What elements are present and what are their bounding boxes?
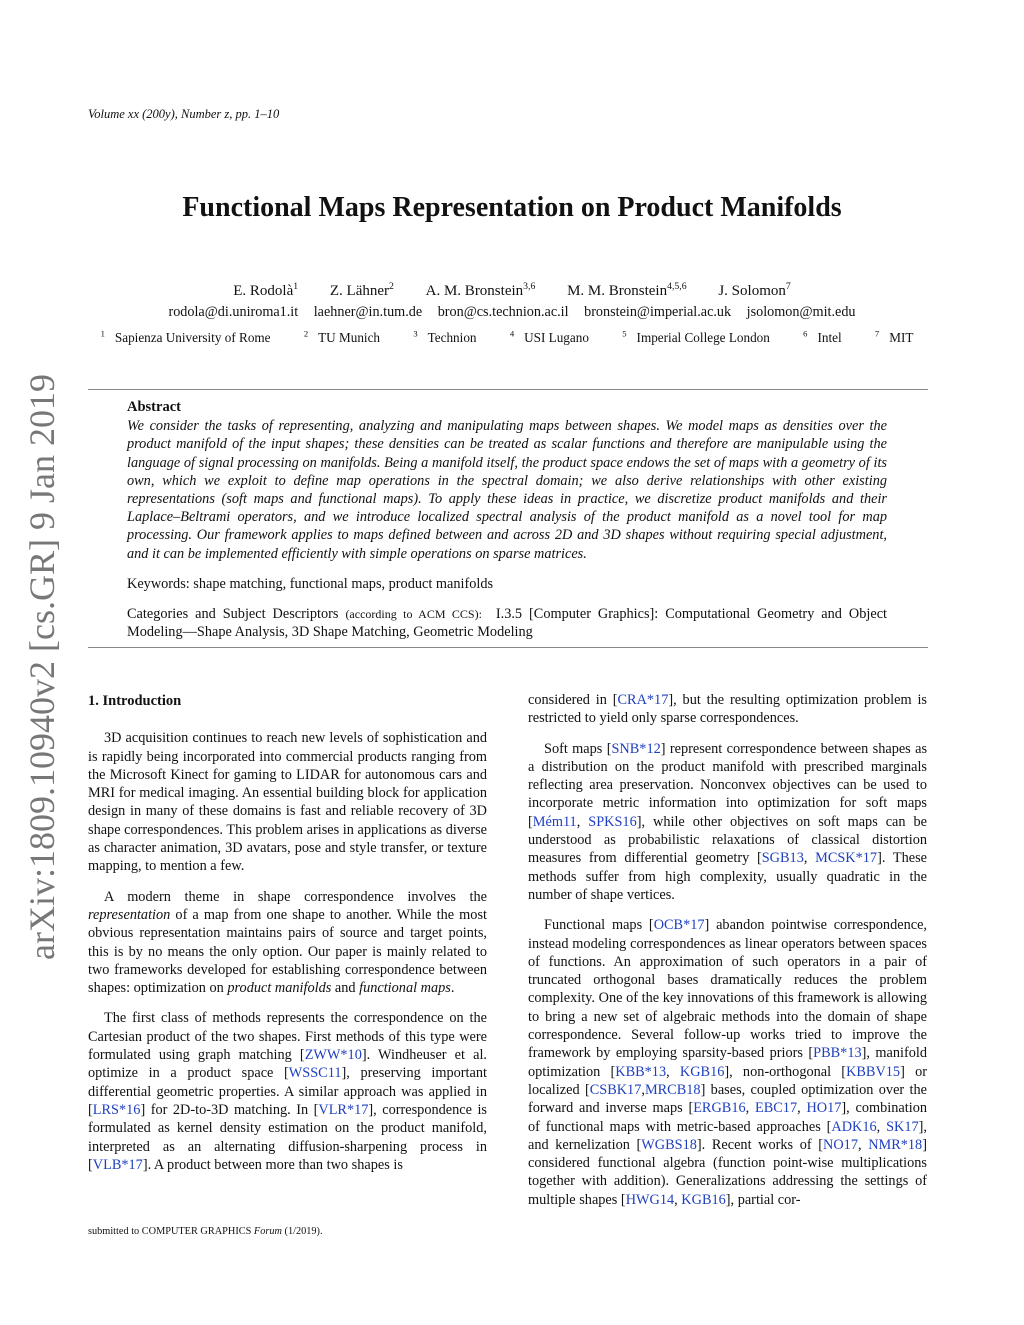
arxiv-stamp [18, 372, 66, 962]
running-header: Volume xx (200y), Number z, pp. 1–10 [88, 107, 280, 121]
left-column [88, 692, 487, 1186]
citation-link[interactable]: SK17 [886, 1118, 919, 1135]
citation-link[interactable]: VLB*17 [92, 1156, 143, 1173]
citation-link[interactable]: CSBK17 [589, 1081, 642, 1098]
affiliation: $^2$ TU Munich [303, 328, 381, 345]
citation-link[interactable]: KGB16 [679, 1063, 725, 1080]
citation-link[interactable]: EBC17 [755, 1100, 798, 1117]
paragraph: Functional maps [OCB*17] abandon pointwise correspondence, instead modeling correspondences as linear operators between spaces of functions. An approximation of such operators in a pair of truncated orthogonal bases dramatically reduces the problem complexity. One of the key innovations of this framework is allowing to bring a new set of algebraic methods into the domain of shape correspondence. Several follow-up works tried to improve the framework by employing sparsity-based priors [PBB*13], manifold optimization [KBB*13, KGB16], non-orthogonal [KBBV15] or localized [CSBK17,MRCB18] bases, coupled optimization over the forward and inverse maps [ERGB16, EBC17, HO17], combination of functional maps with metric-based approaches [ADK16, SK17], and kernelization [WGBS18]. Recent works of [NO17, NMR*18] considered functional algebra (function point-wise multiplications together with addition). Generalizations addressing the settings of multiple shapes [HWG14, KGB16], partial cor- [528, 917, 927, 1208]
citation-link[interactable]: CRA*17 [617, 692, 669, 708]
paragraph: 3D acquisition continues to reach new levels of sophistication and is rapidly being incorporated into commercial products ranging from the Microsoft Kinect for gaming to LIDAR for autonomous cars and MRI for medical imaging. An essential building block for application design in many of these domains is fast and reliable recovery of 3D shape correspondences. This problem arises in applications as diverse as character animation, 3D avatars, pose and style transfer, or texture mapping, to mention a few. [88, 730, 487, 875]
author: J. Solomon$^7$ [718, 281, 791, 299]
citation-link[interactable]: KGB16 [681, 1191, 726, 1208]
citation-link[interactable]: MRCB18 [644, 1081, 701, 1098]
section-heading: 1. Introduction [88, 693, 182, 709]
affiliation: $^1$ Sapienza University of Rome [100, 328, 271, 345]
paragraph: considered in [CRA*17], but the resulting optimization problem is restricted to yield only sparse correspondences. [528, 692, 927, 727]
affiliation: $^5$ Imperial College London [622, 328, 770, 345]
author: M. M. Bronstein$^{4,5,6}$ [567, 281, 687, 299]
citation-link[interactable]: PBB*13 [813, 1045, 862, 1062]
affiliation: $^6$ Intel [803, 328, 842, 345]
citation-link[interactable]: WSSC11 [288, 1065, 342, 1082]
top-divider [88, 389, 928, 390]
author: Z. Lähner$^2$ [329, 281, 394, 299]
abstract-block [127, 398, 887, 641]
citation-link[interactable]: SGB13 [761, 850, 804, 867]
citation-link[interactable]: NMR*18 [868, 1136, 923, 1153]
affiliation: $^4$ USI Lugano [509, 328, 589, 345]
citation-link[interactable]: VLR*17 [318, 1101, 369, 1118]
citation-link[interactable]: MCSK*17 [815, 850, 878, 867]
citation-link[interactable]: SPKS16 [588, 813, 637, 830]
keywords: Keywords: shape matching, functional maps, product manifolds [127, 575, 494, 592]
author: E. Rodolà$^1$ [233, 281, 299, 299]
citation-link[interactable]: KBB*13 [615, 1063, 667, 1080]
email: laehner@in.tum.de [313, 304, 423, 320]
email: bronstein@imperial.ac.uk [584, 304, 732, 320]
author: A. M. Bronstein$^{3,6}$ [425, 281, 536, 299]
citation-link[interactable]: HO17 [806, 1100, 842, 1117]
author-list [0, 283, 1024, 300]
citation-link[interactable]: ADK16 [831, 1118, 877, 1135]
paragraph: A modern theme in shape correspondence involves the representation of a map from one shape to another. While the most obvious representation maintains pairs of source and target points, this is by no means the only option. Our paper is mainly related to two frameworks developed for establishing correspondence between shapes: optimization on product manifolds and functional maps. [88, 888, 487, 997]
citation-link[interactable]: SNB*12 [611, 740, 661, 757]
bottom-divider [88, 647, 928, 648]
citation-link[interactable]: HWG14 [625, 1191, 675, 1208]
abstract-text: We consider the tasks of representing, analyzing and manipulating maps between shapes. We model maps as densities over the product manifold of the input shapes; these densities can be treated as scalar functions and therefore are manipulable using the language of signal processing on manifolds. Being a manifold itself, the product space endows the set of maps with a geometry of its own, which we exploit to define map operations in the spectral domain; we also derive relationships with other existing representations (soft maps and functional maps). To apply these ideas in practice, we discretize product manifolds and their Laplace–Beltrami operators, and we introduce localized spectral analysis of the product manifold as a novel tool for map processing. Our framework applies to maps defined between and across 2D and 3D shapes without requiring special adjustment, and it can be implemented efficiently with simple operations on sparse matrices. [127, 418, 887, 562]
email: jsolomon@mit.edu [746, 304, 856, 320]
citation-link[interactable]: KBBV15 [846, 1063, 901, 1080]
paragraph: The first class of methods represents the correspondence on the Cartesian product of the two shapes. First methods of this type were formulated using graph matching [ZWW*10]. Windheuser et al. optimize in a product space [WSSC11], preserving important differential geometric properties. A similar approach was applied in [LRS*16] for 2D-to-3D matching. In [VLR*17], correspondence is formulated as kernel density estimation on the product manifold, interpreted as an alternating diffusion-sharpening process in [VLB*17]. A product between more than two shapes is [88, 1010, 487, 1173]
affiliations [0, 330, 1024, 346]
arxiv-id: arXiv:1809.10940v2 [cs.GR] 9 Jan 2019 [22, 374, 62, 960]
citation-link[interactable]: Mém11 [532, 813, 577, 830]
affiliation: $^7$ MIT [874, 328, 914, 345]
author-emails [0, 304, 1024, 321]
email: rodola@di.uniroma1.it [168, 304, 299, 320]
citation-link[interactable]: WGBS18 [641, 1136, 697, 1153]
citation-link[interactable]: ERGB16 [693, 1100, 746, 1117]
right-column [528, 691, 927, 1221]
page-footer: submitted to COMPUTER GRAPHICS Forum (1/2019). [88, 1226, 323, 1237]
citation-link[interactable]: NO17 [823, 1136, 858, 1153]
citation-link[interactable]: OCB*17 [653, 917, 705, 934]
email: bron@cs.technion.ac.il [437, 304, 569, 320]
citation-link[interactable]: ZWW*10 [304, 1047, 362, 1064]
paper-title: Functional Maps Representation on Product Manifolds [182, 192, 842, 223]
paragraph: Soft maps [SNB*12] represent correspondence between shapes as a distribution on the product manifold with prescribed marginals reflecting area preservation. Nonconvex objectives can be used to incorporate metric information into optimization for soft maps [Mém11, SPKS16], while other objectives on soft maps can be understood as probabilistic relaxations of classical distortion measures from differential geometry [SGB13, MCSK*17]. These methods suffer from high complexity, usually quadratic in the number of shape vertices. [528, 740, 928, 903]
ccs-descriptors: Categories and Subject Descriptors (according to ACM CCS): I.3.5 [Computer Graphics]: Computational Geometry and Object Modeling—Shape Analysis, 3D Shape Matching, Geometric Modeling [127, 606, 888, 641]
affiliation: $^3$ Technion [413, 328, 477, 345]
citation-link[interactable]: LRS*16 [92, 1101, 141, 1118]
abstract-heading: Abstract [127, 399, 181, 415]
